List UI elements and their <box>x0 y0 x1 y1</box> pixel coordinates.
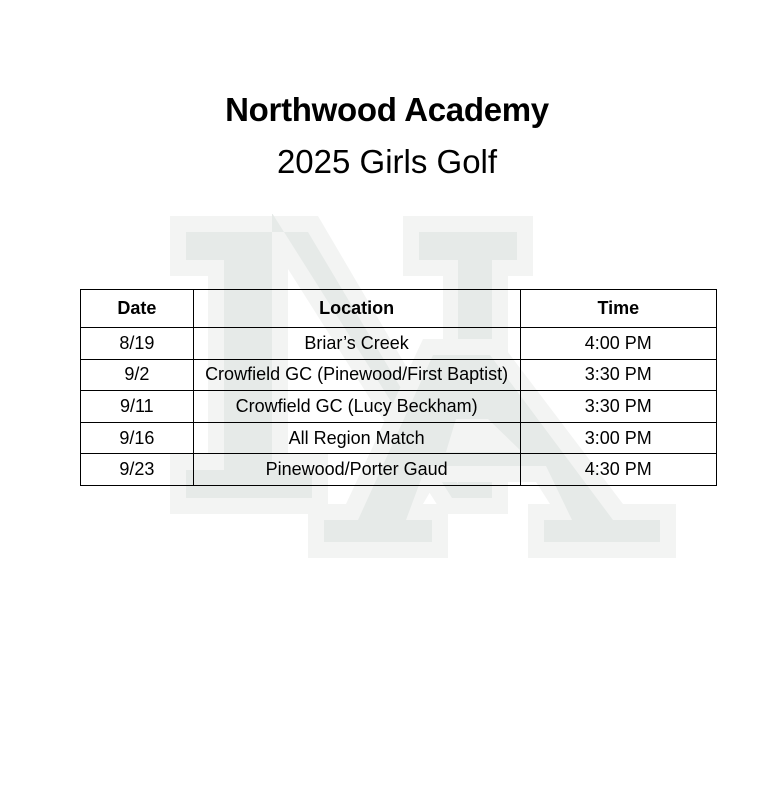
time-cell: 3:30 PM <box>520 359 716 391</box>
column-header-location: Location <box>193 290 520 328</box>
date-cell: 9/16 <box>81 422 194 454</box>
table-header-row <box>81 290 717 328</box>
page-title: Northwood Academy <box>225 91 549 128</box>
table-row <box>81 359 717 391</box>
time-cell: 4:00 PM <box>520 328 716 360</box>
column-header-date: Date <box>81 290 194 328</box>
location-cell: Crowfield GC (Pinewood/First Baptist) <box>193 359 520 391</box>
time-cell: 3:30 PM <box>520 391 716 423</box>
time-cell: 4:30 PM <box>520 454 716 486</box>
date-cell: 9/11 <box>81 391 194 423</box>
date-cell: 8/19 <box>81 328 194 360</box>
table-row <box>81 422 717 454</box>
table-row <box>81 391 717 423</box>
location-cell: Crowfield GC (Lucy Beckham) <box>193 391 520 423</box>
location-cell: Pinewood/Porter Gaud <box>193 454 520 486</box>
location-cell: All Region Match <box>193 422 520 454</box>
date-cell: 9/23 <box>81 454 194 486</box>
date-cell: 9/2 <box>81 359 194 391</box>
table-row <box>81 454 717 486</box>
table-row <box>81 328 717 360</box>
page-subtitle: 2025 Girls Golf <box>276 143 498 180</box>
location-cell: Briar’s Creek <box>193 328 520 360</box>
column-header-time: Time <box>520 290 716 328</box>
time-cell: 3:00 PM <box>520 422 716 454</box>
schedule-table <box>80 289 717 486</box>
